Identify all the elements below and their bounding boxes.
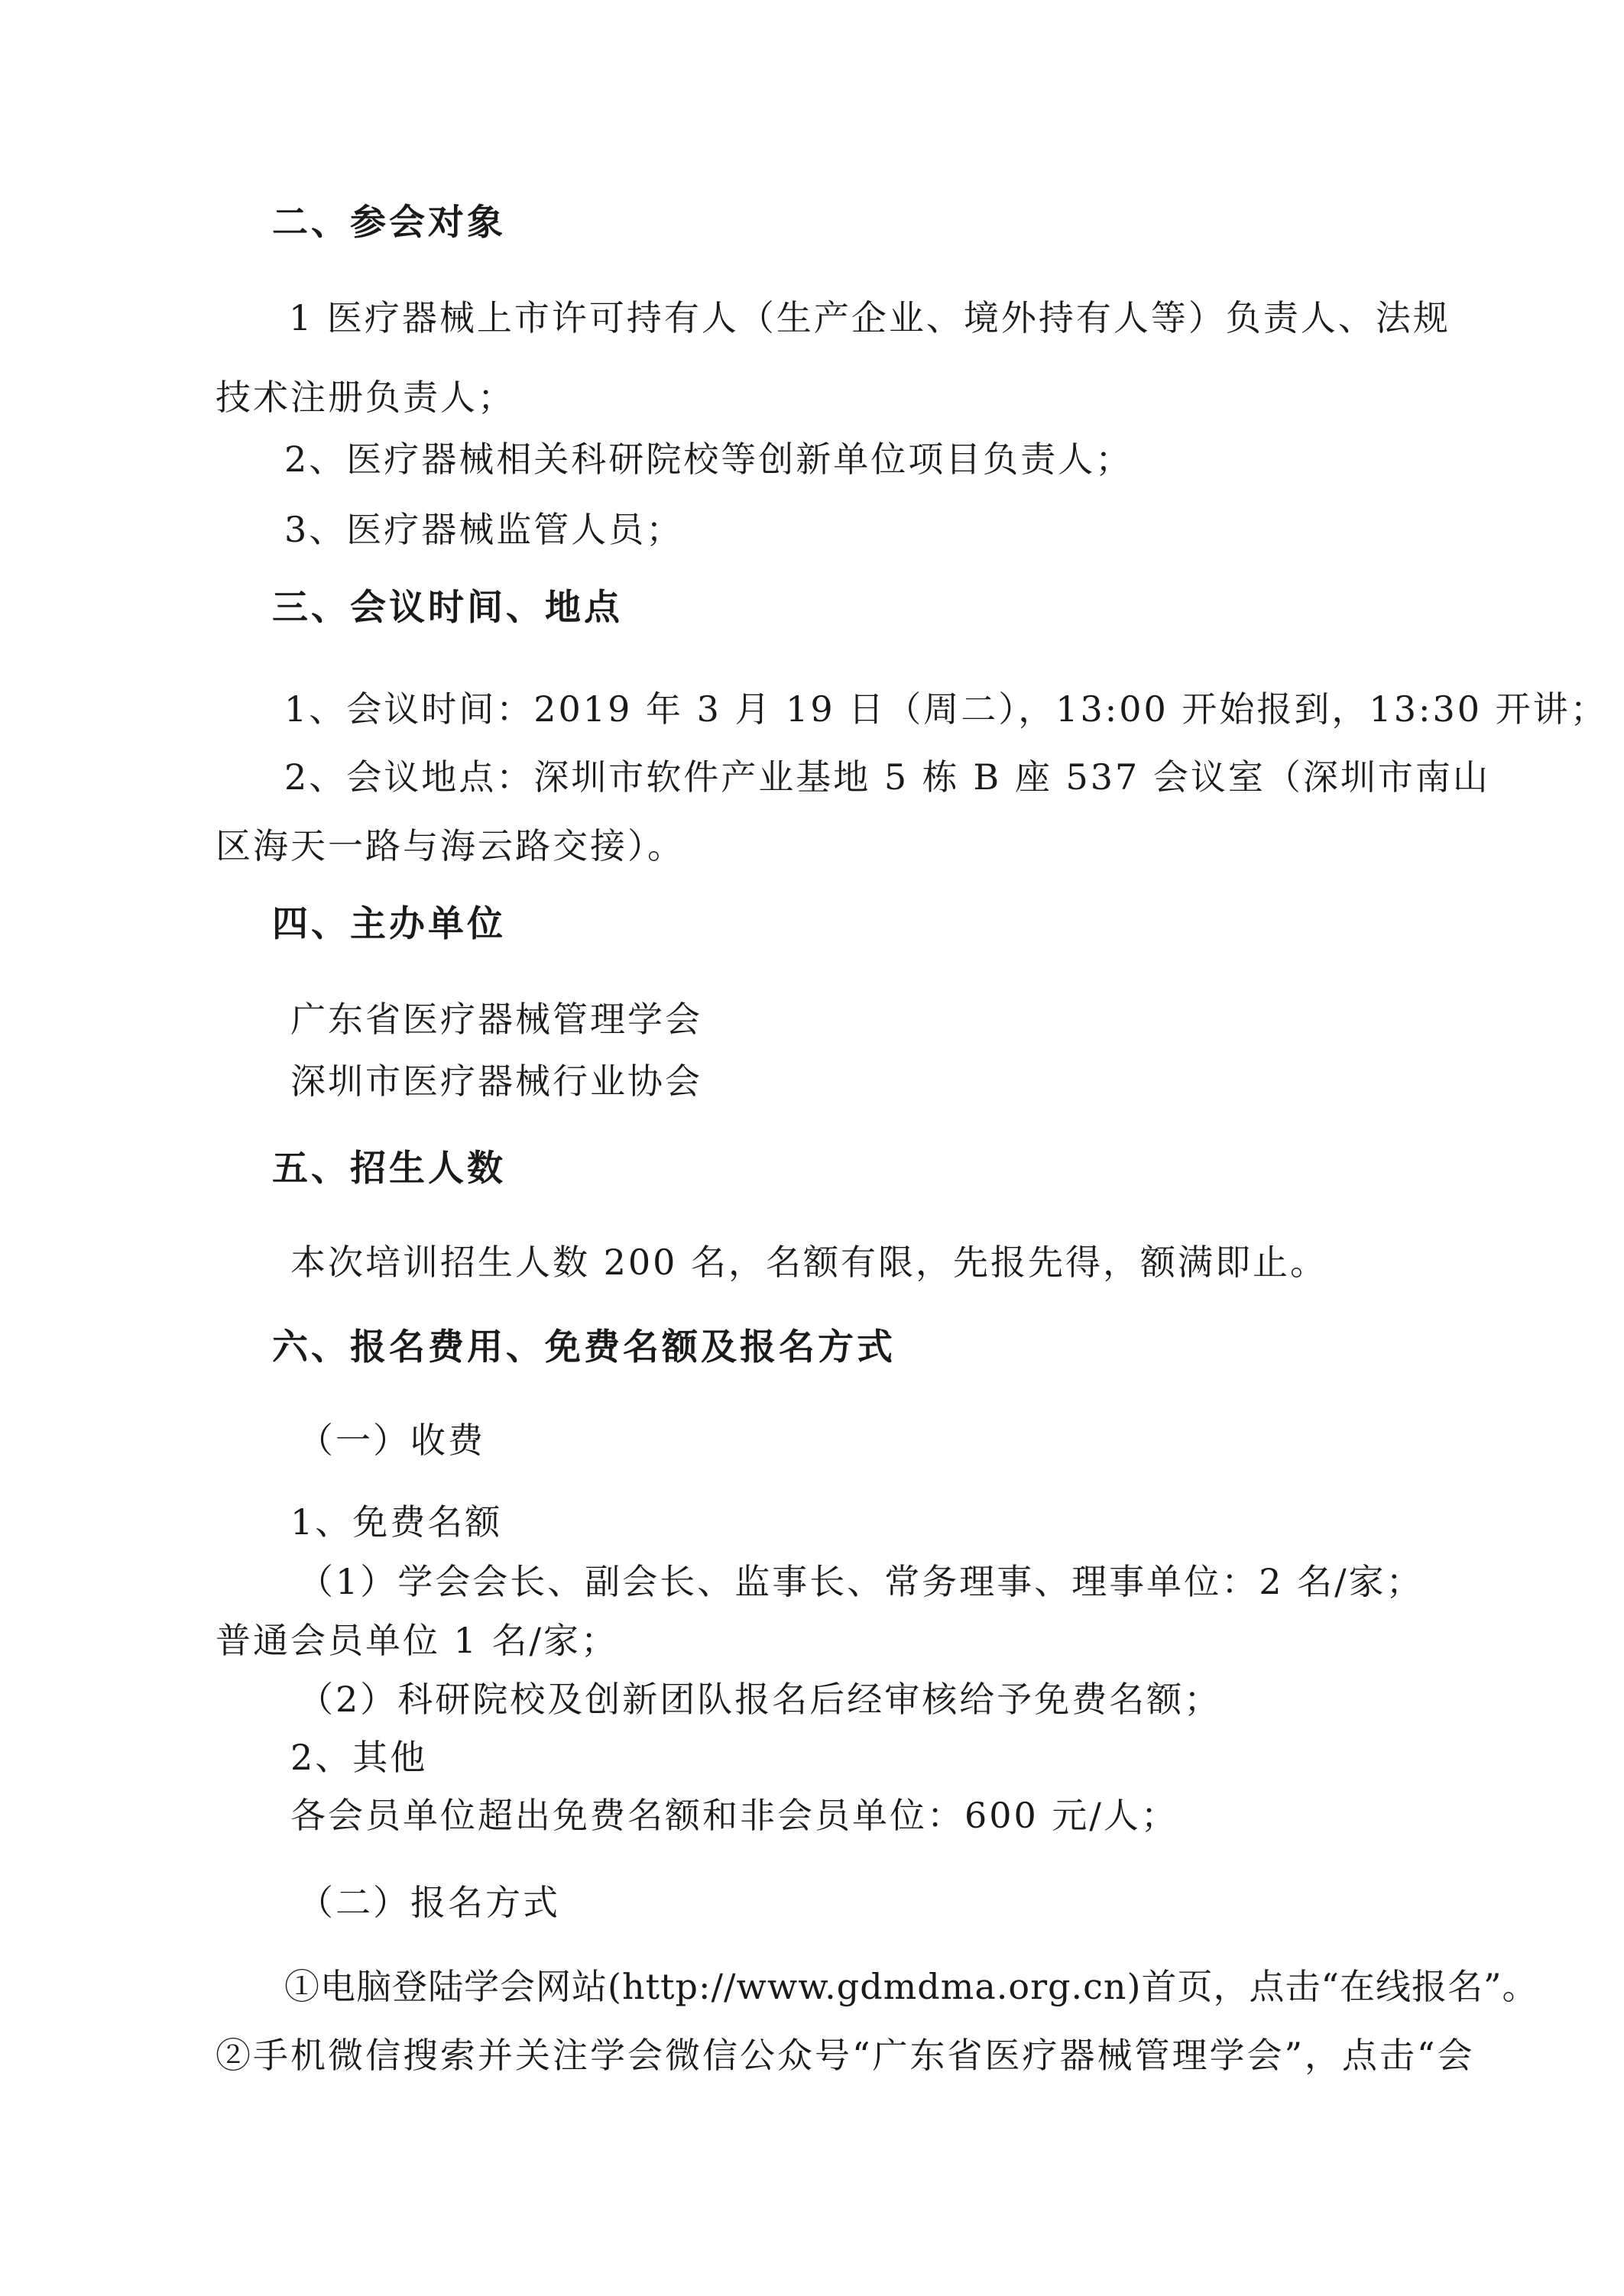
attendee-item-1-line-1: 1 医疗器械上市许可持有人（生产企业、境外持有人等）负责人、法规 — [289, 297, 1451, 338]
registration-method-1: ①电脑登陆学会网站(http://www.gdmdma.org.cn)首页，点击“在线报名”。 — [284, 1966, 1538, 2007]
free-quota-title: 1、免费名额 — [290, 1501, 503, 1543]
attendee-item-1-line-2: 技术注册负责人； — [216, 377, 515, 418]
section-6-heading: 六、报名费用、免费名额及报名方式 — [272, 1326, 896, 1368]
organizer-1: 广东省医疗器械管理学会 — [290, 999, 702, 1040]
organizer-2: 深圳市医疗器械行业协会 — [290, 1061, 702, 1102]
registration-method-2: ②手机微信搜索并关注学会微信公众号“广东省医疗器械管理学会”，点击“会 — [216, 2035, 1475, 2076]
section-2-heading: 二、参会对象 — [272, 202, 506, 244]
registration-method-subheading: （二）报名方式 — [298, 1882, 560, 1923]
section-4-heading: 四、主办单位 — [272, 903, 506, 945]
attendee-item-2: 2、医疗器械相关科研院校等创新单位项目负责人； — [284, 439, 1133, 480]
section-3-heading: 三、会议时间、地点 — [272, 587, 623, 629]
attendee-item-3: 3、医疗器械监管人员； — [284, 509, 684, 550]
enrollment-text: 本次培训招生人数 200 名，名额有限，先报先得，额满即止。 — [290, 1242, 1328, 1283]
meeting-place-line-2: 区海天一路与海云路交接）。 — [216, 825, 685, 866]
free-quota-1-line-2: 普通会员单位 1 名/家； — [216, 1620, 619, 1661]
free-quota-2: （2）科研院校及创新团队报名后经审核给予免费名额； — [298, 1679, 1222, 1720]
fees-subheading: （一）收费 — [298, 1420, 485, 1461]
section-5-heading: 五、招生人数 — [272, 1148, 506, 1190]
other-fees-title: 2、其他 — [290, 1737, 428, 1778]
meeting-time: 1、会议时间：2019 年 3 月 19 日（周二），13:00 开始报到，13:30 开讲； — [284, 688, 1608, 730]
meeting-place-line-1: 2、会议地点：深圳市软件产业基地 5 栋 B 座 537 会议室（深圳市南山 — [284, 756, 1490, 798]
free-quota-1-line-1: （1）学会会长、副会长、监事长、常务理事、理事单位：2 名/家； — [298, 1561, 1424, 1602]
other-fees-text: 各会员单位超出免费名额和非会员单位：600 元/人； — [290, 1795, 1178, 1836]
